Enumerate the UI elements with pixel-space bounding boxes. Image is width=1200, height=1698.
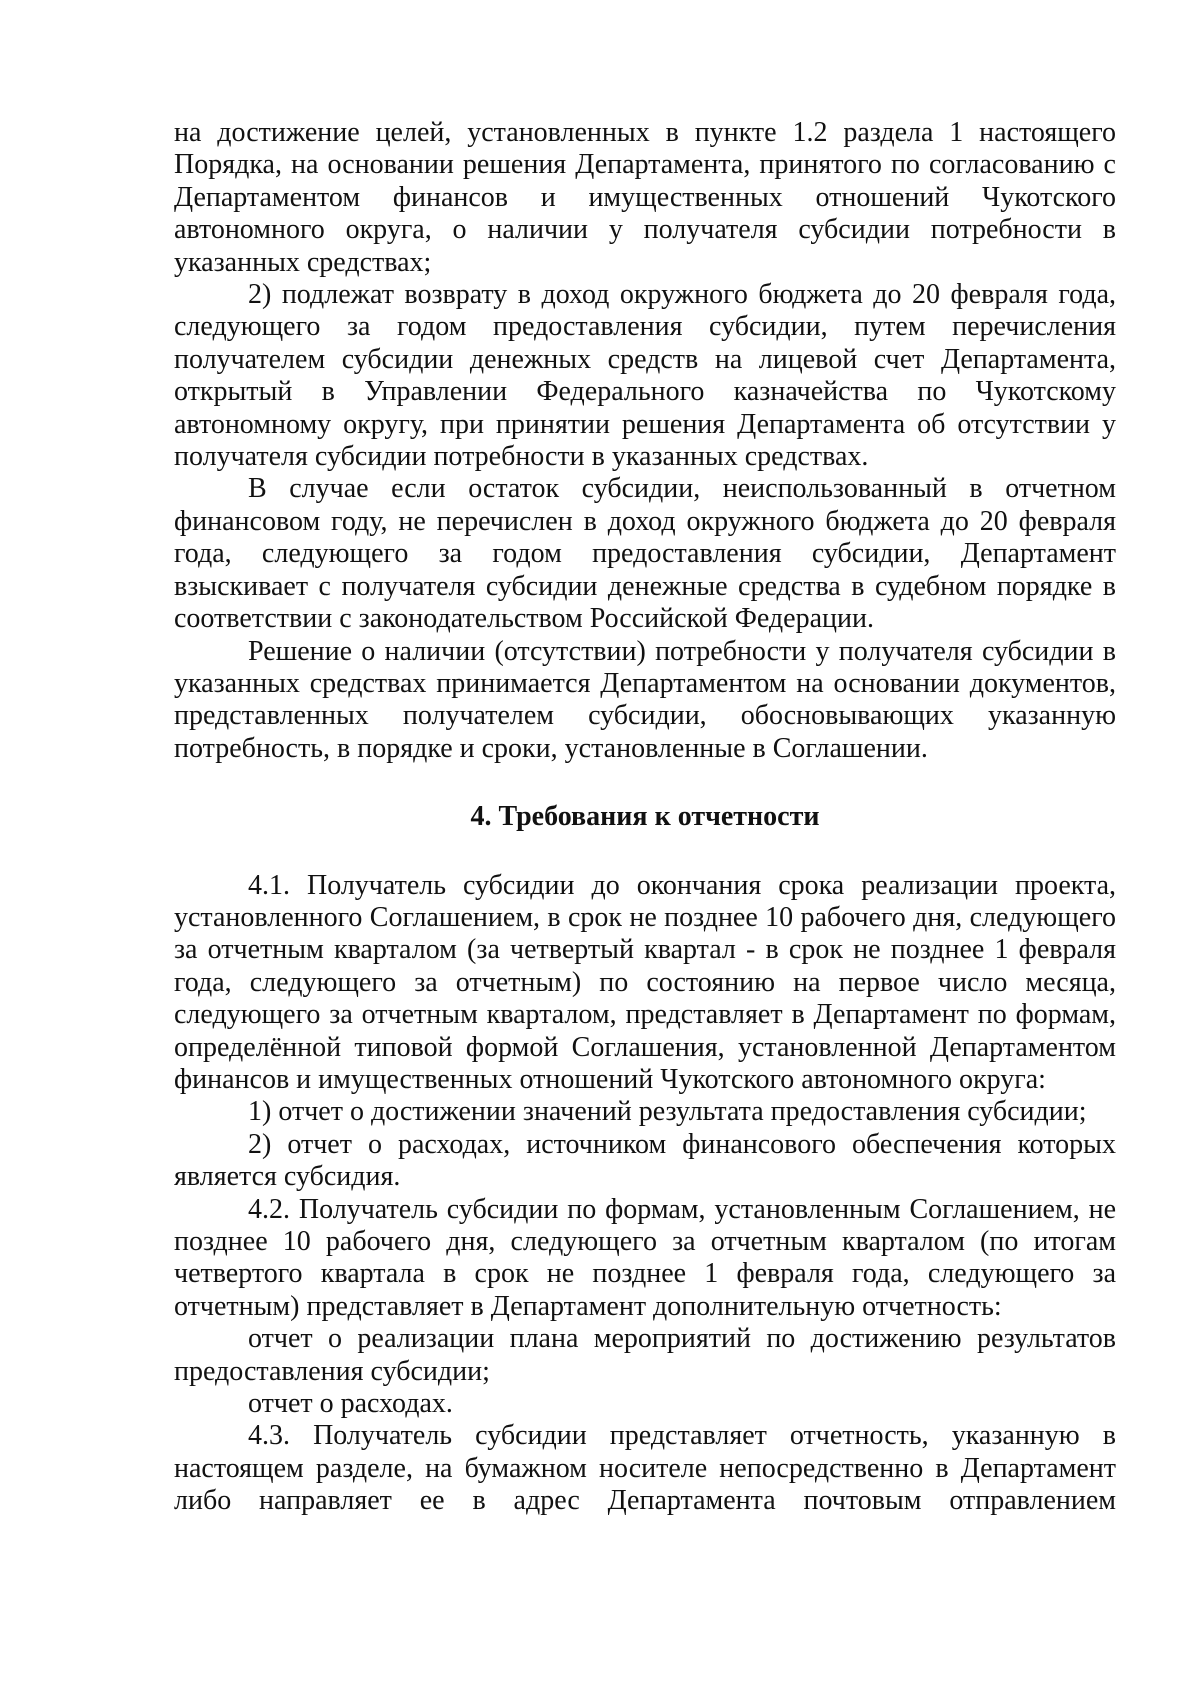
paragraph-report-plan: отчет о реализации плана мероприятий по достижению результатов предоставления субсидии; <box>174 1323 1116 1387</box>
paragraph-continuation: на достижение целей, установленных в пункте 1.2 раздела 1 настоящего Порядка, на основании решения Департамента, принятого по согласованию с Департаментом финансов и имущественных отношений Чукотского автономного округа, о наличии у получателя субсидии потребности в указанных средствах; <box>174 117 1116 278</box>
paragraph-decision-on-need: Решение о наличии (отсутствии) потребности у получателя субсидии в указанных средствах принимается Департаментом на основании документов, представленных получателем субсидии, обосновывающих указанную потребность, в порядке и сроки, установленные в Соглашении. <box>174 635 1116 764</box>
section-heading: 4. Требования к отчетности <box>470 801 820 833</box>
paragraph-item-2-refund: 2) подлежат возврату в доход окружного бюджета до 20 февраля года, следующего за годом предоставления субсидии, путем перечисления получателем субсидии денежных средств на лицевой счет Департамента, открытый в Управлении Федерального казначейства по Чукотскому автономному округу, при принятии решения Департамента об отсутствии у получателя субсидии потребности в указанных средствах. <box>174 279 1116 473</box>
paragraph-report-results: 1) отчет о достижении значений результата предоставления субсидии; <box>248 1096 1087 1128</box>
paragraph-4-1: 4.1. Получатель субсидии до окончания срока реализации проекта, установленного Соглашением, в срок не позднее 10 рабочего дня, следующего за отчетным кварталом (за четвертый квартал - в срок не позднее 1 февраля года, следующего за отчетным) по состоянию на первое число месяца, следующего за отчетным кварталом, представляет в Департамент по формам, определённой типовой формой Соглашения, установленной Департаментом финансов и имущественных отношений Чукотского автономного округа: <box>174 869 1116 1095</box>
paragraph-report-expenses: 2) отчет о расходах, источником финансового обеспечения которых является субсидия. <box>174 1128 1116 1193</box>
paragraph-4-3: 4.3. Получатель субсидии представляет отчетность, указанную в настоящем разделе, на бумажном носителе непосредственно в Департамент либо направляет ее в адрес Департамента почтовым отправлением <box>174 1420 1116 1517</box>
document-body <box>174 117 1116 1518</box>
paragraph-report-costs: отчет о расходах. <box>248 1388 453 1420</box>
paragraph-unreturned-balance: В случае если остаток субсидии, неиспользованный в отчетном финансовом году, не перечислен в доход окружного бюджета до 20 февраля года, следующего за годом предоставления субсидии, Департамент взыскивает с получателя субсидии денежные средства в судебном порядке в соответствии с законодательством Российской Федерации. <box>174 473 1116 635</box>
paragraph-4-2: 4.2. Получатель субсидии по формам, установленным Соглашением, не позднее 10 рабочего дня, следующего за отчетным кварталом (по итогам четвертого квартала в срок не позднее 1 февраля года, следующего за отчетным) представляет в Департамент дополнительную отчетность: <box>174 1193 1116 1322</box>
